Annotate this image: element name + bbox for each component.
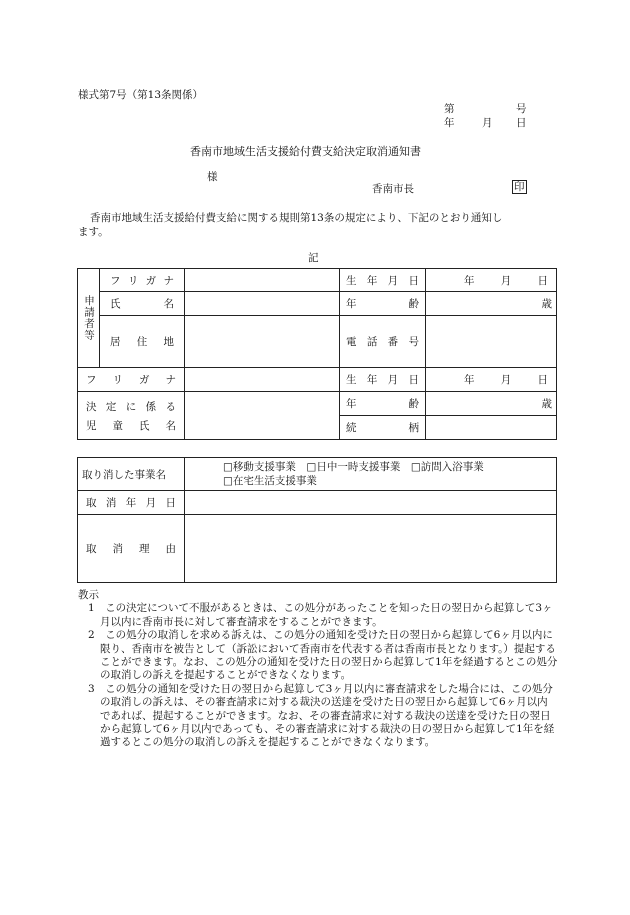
document-title: 香南市地域生活支援給付費支給決定取消通知書 bbox=[190, 145, 421, 158]
date-day: 日 bbox=[516, 117, 527, 129]
phone-label: 電 話 番 号 bbox=[340, 316, 426, 368]
note-item: 1 この決定について不服があるときは、この処分があったことを知った日の翌日から起算して3ヶ月以内に香南市長に対して審査請求をすることができます。 bbox=[88, 602, 553, 628]
body-text-line-2: ます。 bbox=[78, 226, 109, 238]
recipient-suffix: 様 bbox=[207, 171, 218, 183]
name-label: 氏 名 bbox=[100, 292, 185, 316]
birth-label: 生 年 月 日 bbox=[340, 269, 426, 292]
child-age-value[interactable]: 歳 bbox=[426, 392, 557, 416]
address-label: 居 住 地 bbox=[100, 316, 185, 368]
applicant-table bbox=[77, 268, 557, 440]
issuer-name: 香南市長 bbox=[372, 183, 414, 195]
child-birth-label: 生 年 月 日 bbox=[340, 368, 426, 392]
form-number: 様式第7号（第13条関係） bbox=[78, 89, 204, 101]
notes-section bbox=[78, 589, 558, 750]
date-year: 年 bbox=[444, 117, 455, 129]
cancel-date-value[interactable] bbox=[185, 491, 557, 515]
furigana-label: フ リ ガ ナ bbox=[100, 269, 185, 292]
notes-title: 教示 bbox=[78, 589, 99, 601]
service-options-line-2[interactable]: □在宅生活支援事業 bbox=[223, 475, 317, 487]
ki-heading: 記 bbox=[308, 252, 319, 264]
applicant-address-value[interactable] bbox=[185, 316, 340, 368]
child-age-label: 年 齢 bbox=[340, 392, 426, 416]
cancel-reason-value[interactable] bbox=[185, 515, 557, 583]
applicant-name-value[interactable] bbox=[185, 292, 340, 316]
child-name-label: 決 定 に 係 る 児 童 氏 名 bbox=[78, 392, 185, 440]
child-birth-value[interactable]: 年 月 日 bbox=[426, 368, 557, 392]
child-furigana-label: フ リ ガ ナ bbox=[78, 368, 185, 392]
cancel-date-label: 取 消 年 月 日 bbox=[78, 491, 185, 515]
applicant-birth-value[interactable]: 年 月 日 bbox=[426, 269, 557, 292]
seal-mark: 印 bbox=[514, 181, 525, 193]
date-month: 月 bbox=[482, 117, 493, 129]
number-label-dai: 第 bbox=[444, 103, 455, 115]
number-label-gou: 号 bbox=[516, 103, 527, 115]
applicant-phone-value[interactable] bbox=[426, 316, 557, 368]
relation-value[interactable] bbox=[426, 416, 557, 440]
cancelled-service-options[interactable] bbox=[185, 458, 557, 491]
relation-label: 続 柄 bbox=[340, 416, 426, 440]
note-item: 3 この処分の通知を受けた日の翌日から起算して3ヶ月以内に審査請求をした場合には、この処分の取消しの訴えは、その審査請求に対する裁決の送達を受けた日の翌日から起算して6ヶ月以内であれば、提起することができます。なお、その審査請求に対する裁決の送達を受けた日の翌日から起算して6ヶ月以内であっても、その審査請求に対する裁決の日の翌日から起算して1年を経過するとこの処分の取消しの訴えを提起することができなくなります。 bbox=[88, 682, 555, 749]
child-name-value[interactable] bbox=[185, 392, 340, 440]
service-options-line-1[interactable]: □移動支援事業 □日中一時支援事業 □訪問入浴事業 bbox=[223, 461, 484, 473]
age-label: 年 齢 bbox=[340, 292, 426, 316]
applicant-age-value[interactable]: 歳 bbox=[426, 292, 557, 316]
cancelled-service-label: 取り消した事業名 bbox=[78, 458, 185, 491]
cancellation-table bbox=[77, 457, 557, 583]
body-text-line-1: 香南市地域生活支援給付費支給に関する規則第13条の規定により、下記のとおり通知し bbox=[90, 212, 503, 224]
applicant-furigana-value[interactable] bbox=[185, 269, 340, 292]
cancel-reason-label: 取 消 理 由 bbox=[78, 515, 185, 583]
applicant-group-label: 申請者等 bbox=[78, 269, 100, 368]
child-furigana-value[interactable] bbox=[185, 368, 340, 392]
note-item: 2 この処分の取消しを求める訴えは、この処分の通知を受けた日の翌日から起算して6ヶ月以内に限り、香南市を被告として（訴訟において香南市を代表する者は香南市長となります。）提起することができます。なお、この処分の通知を受けた日の翌日から起算して1年を経過するとこの処分の取消しの訴えを提起することができなくなります。 bbox=[88, 629, 558, 682]
